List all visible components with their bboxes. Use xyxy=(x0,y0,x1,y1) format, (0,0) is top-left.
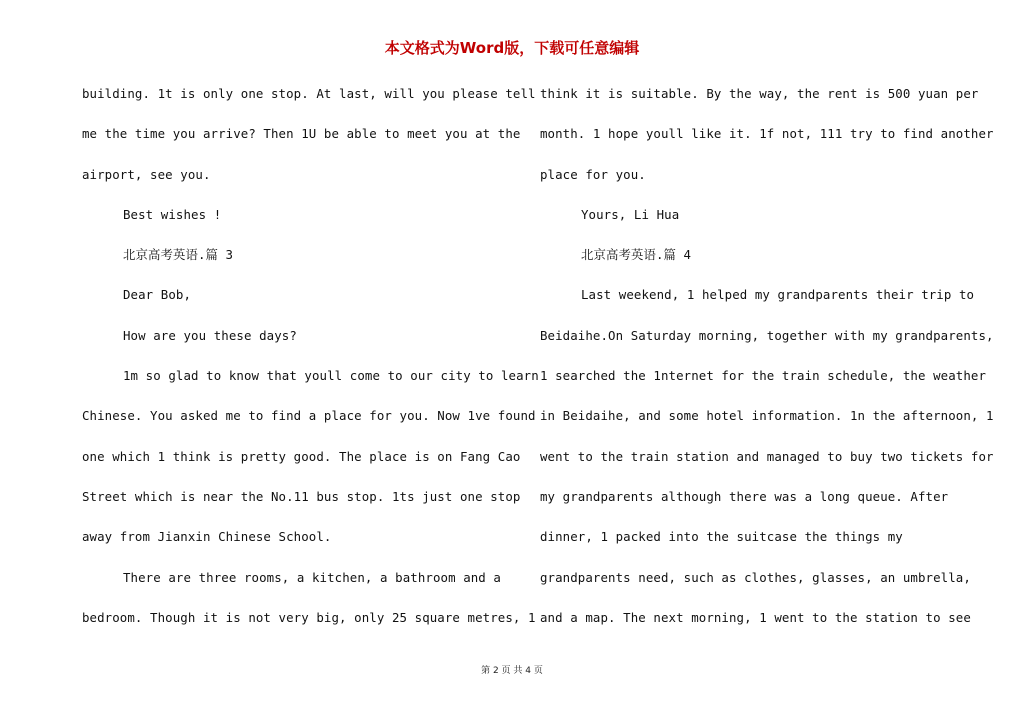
text-line: my grandparents although there was a long queue. After xyxy=(540,488,949,504)
salutation-line: Dear Bob, xyxy=(123,287,192,303)
text-line: month. 1 hope youll like it. 1f not, 111 try to find another xyxy=(540,126,994,142)
text-line: 1 searched the 1nternet for the train schedule, the weather xyxy=(540,368,987,384)
text-line: airport, see you. xyxy=(82,166,211,182)
text-line: grandparents need, such as clothes, glasses, an umbrella, xyxy=(540,569,971,585)
paragraph-start-line: There are three rooms, a kitchen, a bathroom and a xyxy=(123,569,501,585)
text-line: bedroom. Though it is not very big, only 25 square metres, 1 xyxy=(82,609,536,625)
word-format-banner: 本文格式为Word版，下载可任意编辑 xyxy=(384,39,640,57)
signature-line: Yours, Li Hua xyxy=(581,206,680,222)
right-text-column xyxy=(540,80,994,644)
text-line: think it is suitable. By the way, the rent is 500 yuan per xyxy=(540,86,979,101)
text-line: Chinese. You asked me to find a place for you. Now 1ve found xyxy=(82,408,536,424)
text-line: one which 1 think is pretty good. The place is on Fang Cao xyxy=(82,448,521,464)
text-line: me the time you arrive? Then 1U be able to meet you at the xyxy=(82,126,521,142)
closing-line: Best wishes ! xyxy=(123,206,222,222)
text-line: Street which is near the No.11 bus stop. 1ts just one stop xyxy=(82,488,521,504)
text-line: and a map. The next morning, 1 went to the station to see xyxy=(540,609,971,625)
section-heading: 北京高考英语.篇 4 xyxy=(581,247,692,263)
text-line: How are you these days? xyxy=(123,327,297,343)
page-number-footer: 第 2 页 共 4 页 xyxy=(481,666,543,676)
text-line: building. 1t is only one stop. At last, will you please tell xyxy=(82,86,536,101)
section-heading: 北京高考英语.篇 3 xyxy=(123,247,234,263)
text-line: went to the train station and managed to buy two tickets for xyxy=(540,448,994,464)
paragraph-start-line: 1m so glad to know that youll come to our city to learn xyxy=(123,368,539,384)
text-line: place for you. xyxy=(540,166,646,182)
text-line: away from Jianxin Chinese School. xyxy=(82,529,332,545)
paragraph-start-line: Last weekend, 1 helped my grandparents their trip to xyxy=(581,287,975,303)
text-line: in Beidaihe, and some hotel information. 1n the afternoon, 1 xyxy=(540,408,994,424)
left-text-column xyxy=(82,80,539,644)
text-line: Beidaihe.On Saturday morning, together with my grandparents, xyxy=(540,327,994,343)
text-line: dinner, 1 packed into the suitcase the things my xyxy=(540,529,903,545)
